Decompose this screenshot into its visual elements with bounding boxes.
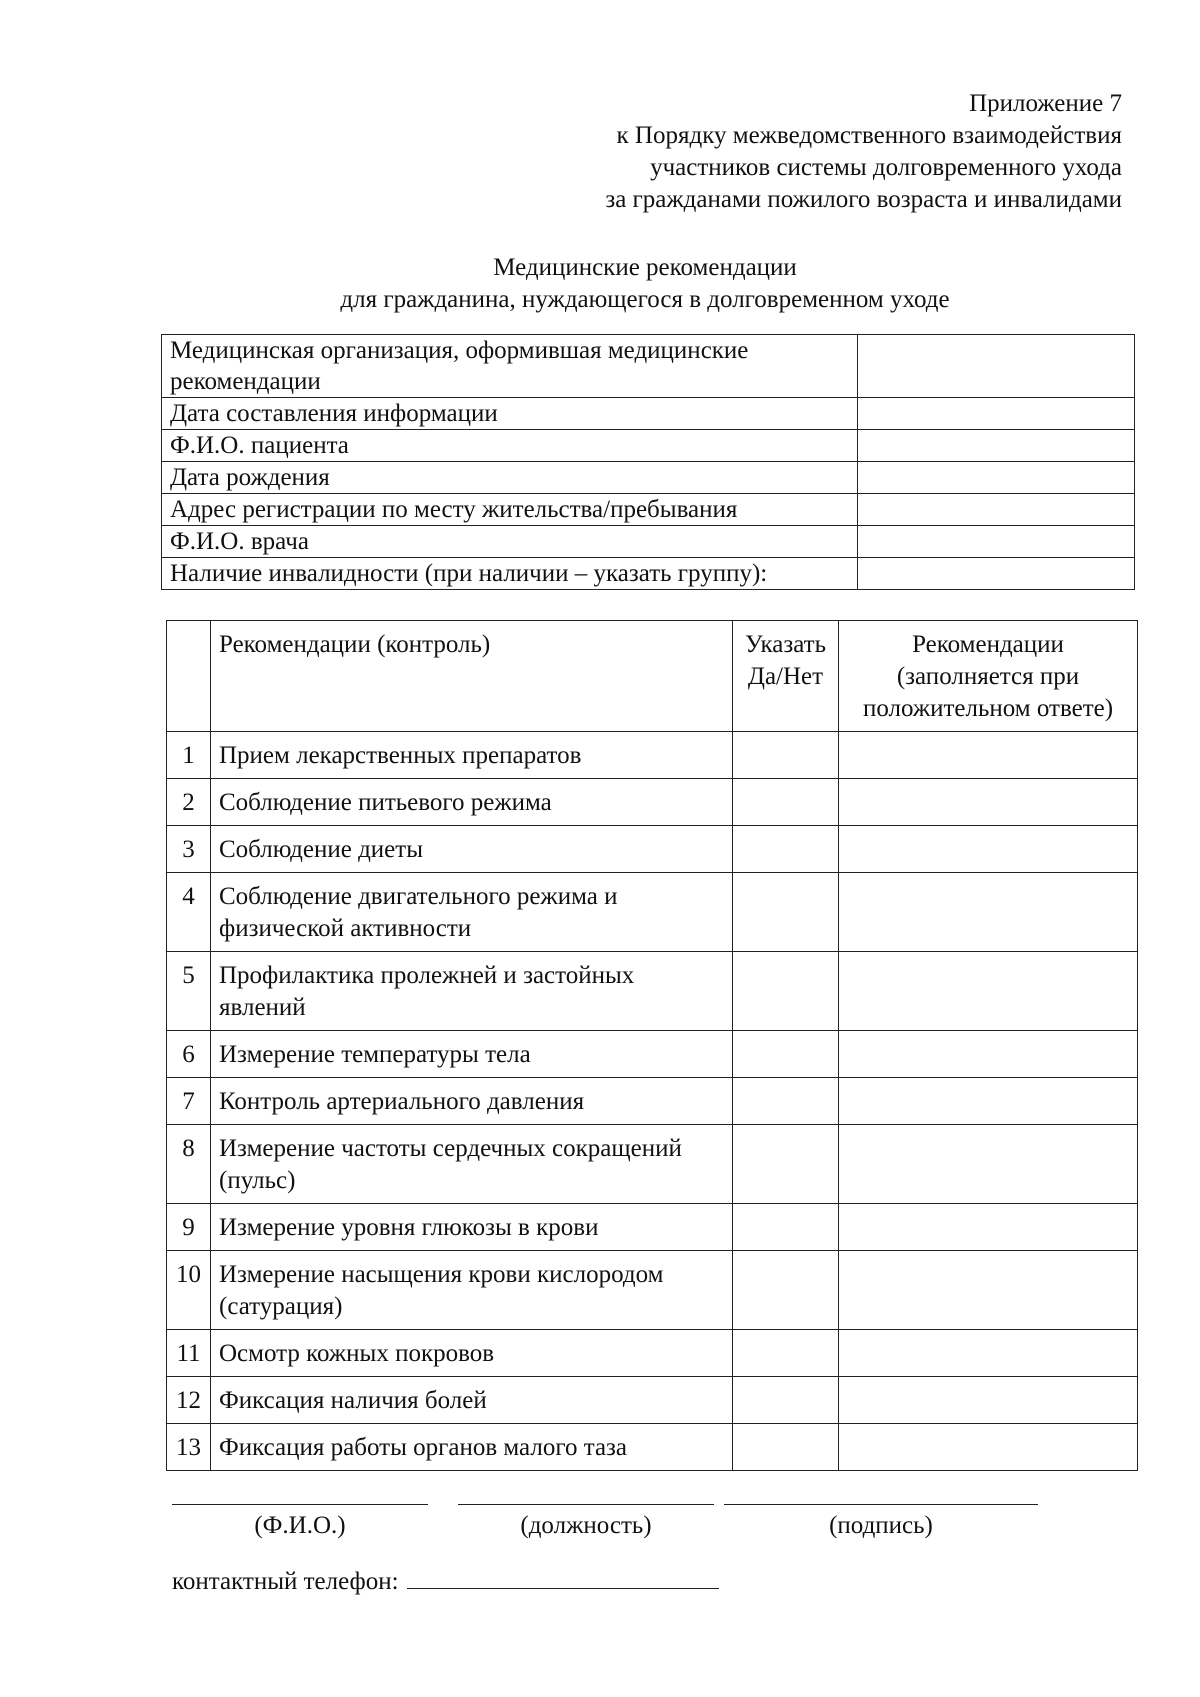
signature-label: (подпись) <box>829 1512 933 1539</box>
header-line: участников системы долговременного ухода <box>650 154 1122 181</box>
header-num <box>167 621 211 732</box>
table-row <box>167 1377 1138 1424</box>
row-item: Фиксация работы органов малого таза <box>211 1424 733 1471</box>
title-line: Медицинские рекомендации <box>493 254 797 281</box>
signature-line[interactable] <box>724 1504 1038 1505</box>
appendix-number: Приложение 7 <box>969 90 1122 117</box>
recommendation-field[interactable] <box>839 1377 1138 1424</box>
contact-phone-field[interactable] <box>407 1562 719 1589</box>
yes-no-field[interactable] <box>733 1078 839 1125</box>
row-item: Измерение насыщения крови кислородом (сатурация) <box>211 1251 733 1330</box>
table-row <box>167 732 1138 779</box>
row-number: 6 <box>167 1031 211 1078</box>
row-number: 3 <box>167 826 211 873</box>
row-item: Осмотр кожных покровов <box>211 1330 733 1377</box>
name-label: (Ф.И.О.) <box>254 1512 346 1539</box>
info-label: Дата составления информации <box>162 398 858 430</box>
name-signature-line[interactable] <box>172 1504 428 1505</box>
row-item: Измерение температуры тела <box>211 1031 733 1078</box>
info-value-field[interactable] <box>858 398 1135 430</box>
row-number: 9 <box>167 1204 211 1251</box>
yes-no-field[interactable] <box>733 873 839 952</box>
info-row <box>162 430 1135 462</box>
recommendations-table <box>166 620 1138 1471</box>
yes-no-field[interactable] <box>733 1424 839 1471</box>
yes-no-field[interactable] <box>733 732 839 779</box>
info-value-field[interactable] <box>858 526 1135 558</box>
document-title <box>0 252 1200 316</box>
info-label: Ф.И.О. пациента <box>162 430 858 462</box>
yes-no-field[interactable] <box>733 1031 839 1078</box>
recommendation-field[interactable] <box>839 1078 1138 1125</box>
info-row <box>162 494 1135 526</box>
info-row <box>162 462 1135 494</box>
row-number: 10 <box>167 1251 211 1330</box>
table-row <box>167 1330 1138 1377</box>
row-number: 12 <box>167 1377 211 1424</box>
info-label: Дата рождения <box>162 462 858 494</box>
table-row <box>167 1125 1138 1204</box>
recommendation-field[interactable] <box>839 952 1138 1031</box>
info-value-field[interactable] <box>858 558 1135 590</box>
recommendation-field[interactable] <box>839 873 1138 952</box>
table-row <box>167 873 1138 952</box>
header-line: за гражданами пожилого возраста и инвалидами <box>605 186 1122 213</box>
yes-no-field[interactable] <box>733 1377 839 1424</box>
row-number: 8 <box>167 1125 211 1204</box>
info-row <box>162 335 1135 398</box>
row-item: Фиксация наличия болей <box>211 1377 733 1424</box>
table-row <box>167 1078 1138 1125</box>
row-number: 4 <box>167 873 211 952</box>
info-label: Адрес регистрации по месту жительства/пребывания <box>162 494 858 526</box>
row-number: 11 <box>167 1330 211 1377</box>
header-recommendations: Рекомендации (заполняется при положительном ответе) <box>839 621 1138 732</box>
table-row <box>167 1251 1138 1330</box>
recommendation-field[interactable] <box>839 732 1138 779</box>
recommendation-field[interactable] <box>839 779 1138 826</box>
info-value-field[interactable] <box>858 335 1135 398</box>
row-item: Профилактика пролежней и застойных явлений <box>211 952 733 1031</box>
row-item: Прием лекарственных препаратов <box>211 732 733 779</box>
table-row <box>167 826 1138 873</box>
position-signature-line[interactable] <box>458 1504 714 1505</box>
row-item: Контроль артериального давления <box>211 1078 733 1125</box>
contact-phone-label: контактный телефон: <box>172 1568 399 1595</box>
info-label: Медицинская организация, оформившая медицинские рекомендации <box>162 335 858 398</box>
recommendation-field[interactable] <box>839 1204 1138 1251</box>
yes-no-field[interactable] <box>733 1251 839 1330</box>
table-header-row <box>167 621 1138 732</box>
row-number: 2 <box>167 779 211 826</box>
table-row <box>167 1204 1138 1251</box>
contact-phone <box>172 1562 719 1598</box>
document-header <box>605 88 1122 216</box>
title-line: для гражданина, нуждающегося в долговременном уходе <box>340 286 950 313</box>
row-number: 1 <box>167 732 211 779</box>
header-line: к Порядку межведомственного взаимодействия <box>616 122 1122 149</box>
info-row <box>162 558 1135 590</box>
header-yes-no: Указать Да/Нет <box>733 621 839 732</box>
info-row <box>162 398 1135 430</box>
yes-no-field[interactable] <box>733 1125 839 1204</box>
header-item: Рекомендации (контроль) <box>211 621 733 732</box>
info-label: Наличие инвалидности (при наличии – указать группу): <box>162 558 858 590</box>
yes-no-field[interactable] <box>733 826 839 873</box>
info-value-field[interactable] <box>858 494 1135 526</box>
row-item: Соблюдение питьевого режима <box>211 779 733 826</box>
table-row <box>167 952 1138 1031</box>
row-item: Соблюдение диеты <box>211 826 733 873</box>
row-item: Измерение уровня глюкозы в крови <box>211 1204 733 1251</box>
recommendation-field[interactable] <box>839 1424 1138 1471</box>
patient-info-table <box>161 334 1135 590</box>
yes-no-field[interactable] <box>733 952 839 1031</box>
recommendation-field[interactable] <box>839 826 1138 873</box>
row-number: 5 <box>167 952 211 1031</box>
yes-no-field[interactable] <box>733 779 839 826</box>
position-label: (должность) <box>520 1512 652 1539</box>
table-row <box>167 1424 1138 1471</box>
row-number: 13 <box>167 1424 211 1471</box>
info-value-field[interactable] <box>858 430 1135 462</box>
table-row <box>167 779 1138 826</box>
row-item: Измерение частоты сердечных сокращений (пульс) <box>211 1125 733 1204</box>
info-row <box>162 526 1135 558</box>
yes-no-field[interactable] <box>733 1204 839 1251</box>
recommendation-field[interactable] <box>839 1125 1138 1204</box>
recommendation-field[interactable] <box>839 1031 1138 1078</box>
info-label: Ф.И.О. врача <box>162 526 858 558</box>
yes-no-field[interactable] <box>733 1330 839 1377</box>
recommendation-field[interactable] <box>839 1330 1138 1377</box>
row-item: Соблюдение двигательного режима и физической активности <box>211 873 733 952</box>
row-number: 7 <box>167 1078 211 1125</box>
info-value-field[interactable] <box>858 462 1135 494</box>
table-row <box>167 1031 1138 1078</box>
recommendation-field[interactable] <box>839 1251 1138 1330</box>
